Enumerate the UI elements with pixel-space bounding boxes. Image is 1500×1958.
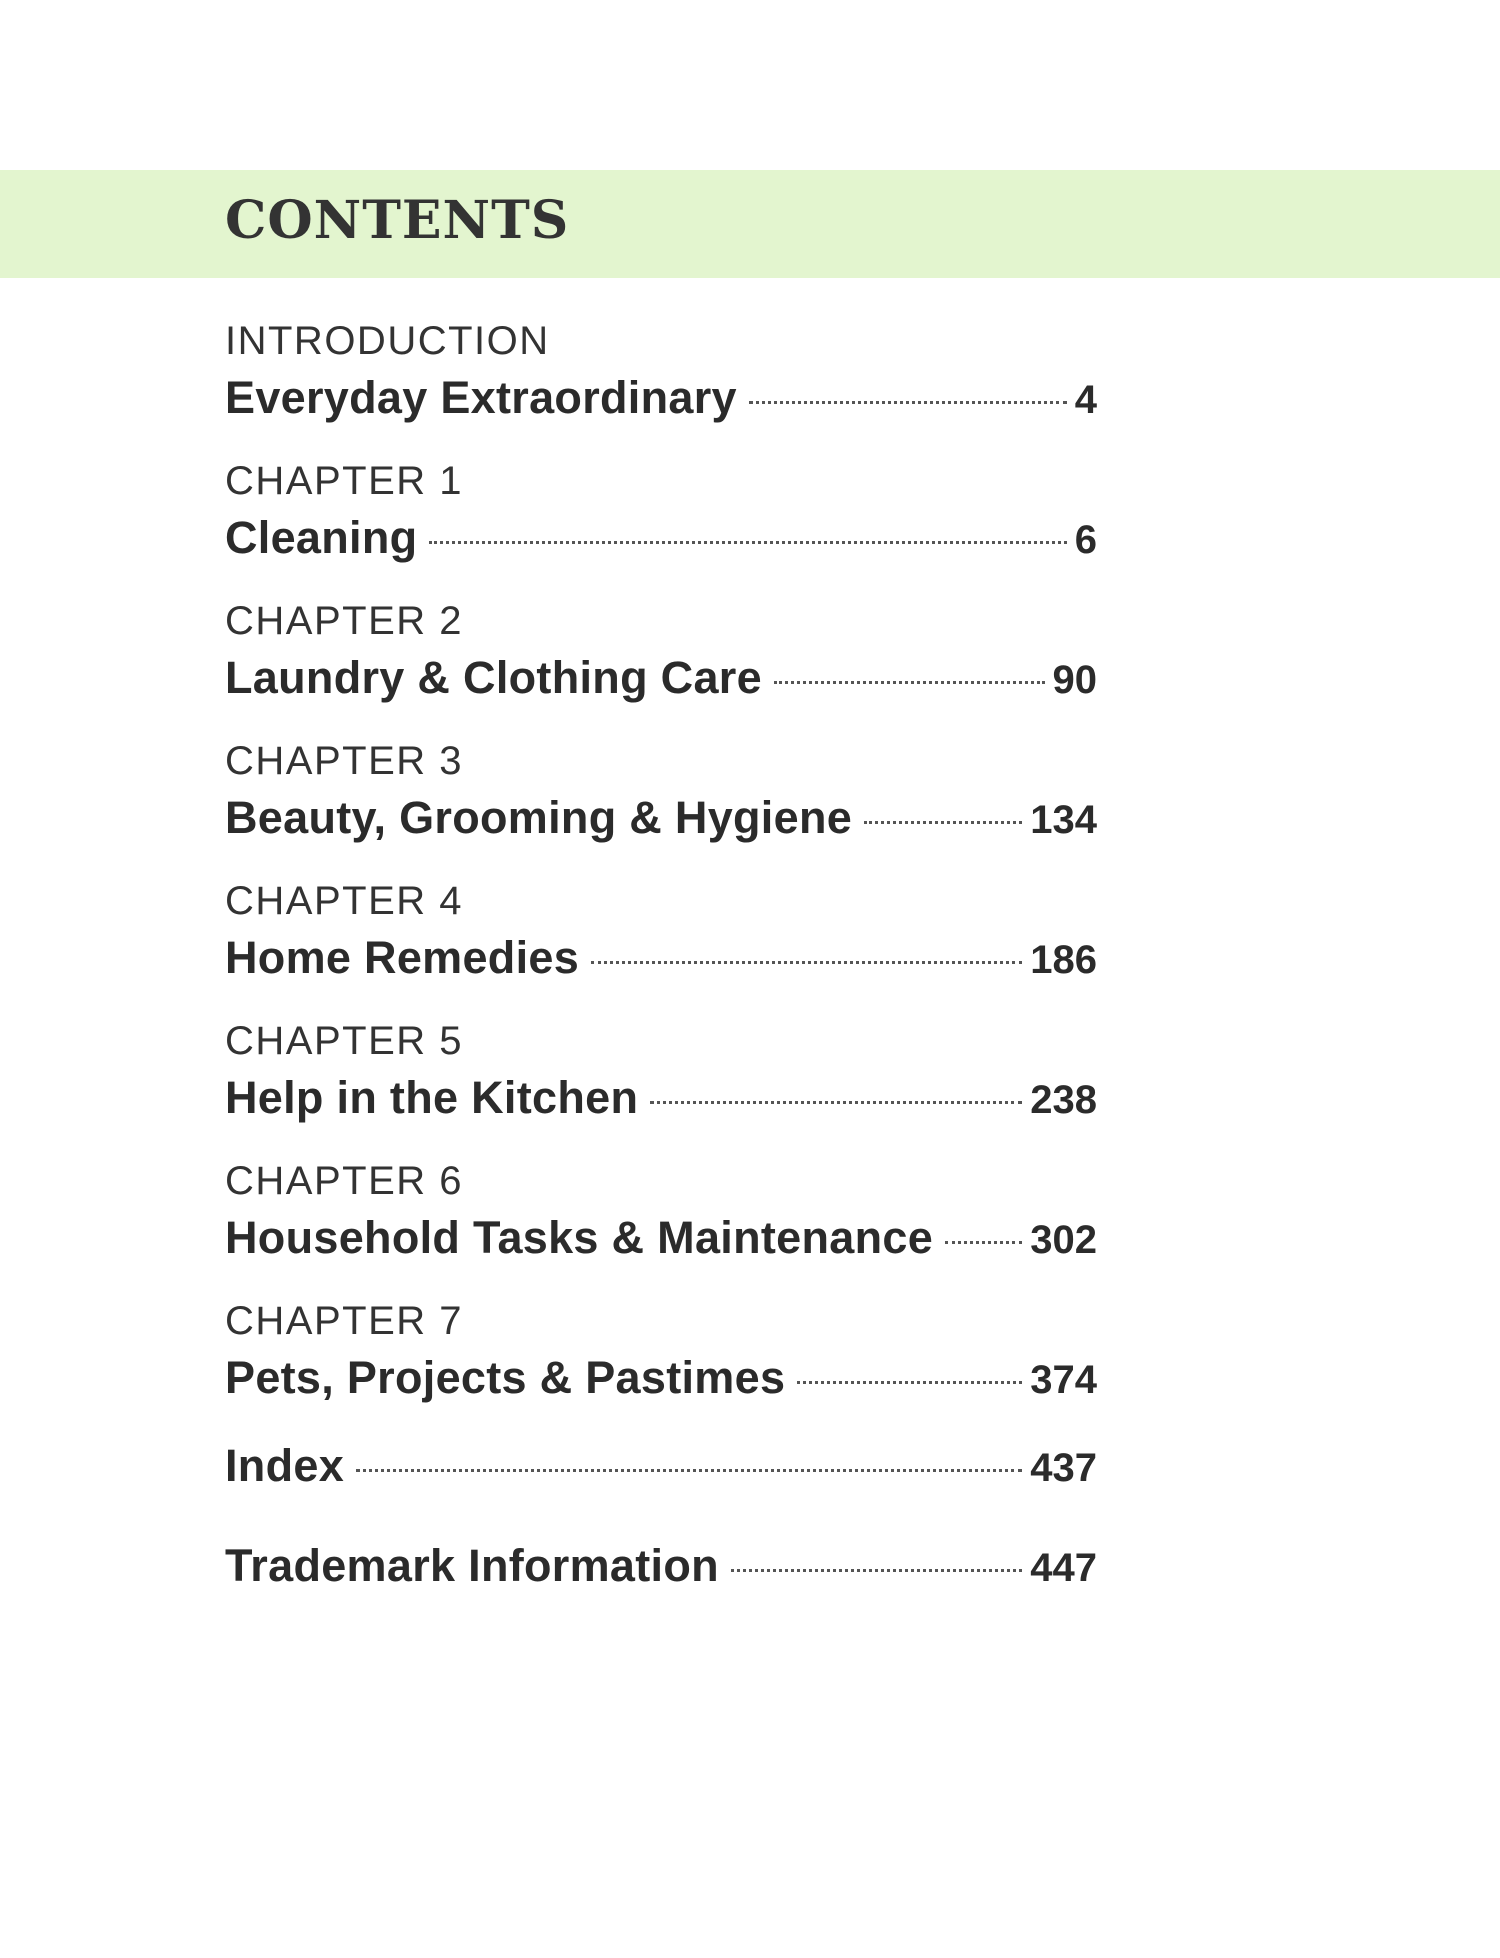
- toc-entry-page-number: 186: [1030, 938, 1097, 982]
- toc-entry-row: [225, 507, 1097, 569]
- toc-entry-chapter-6[interactable]: [225, 1155, 1097, 1269]
- dot-leader: [749, 401, 1067, 404]
- toc-entry-page-number: 447: [1030, 1546, 1097, 1590]
- dot-leader: [731, 1569, 1022, 1572]
- toc-entry-index[interactable]: [225, 1435, 1097, 1497]
- toc-entry-page-number: 437: [1030, 1446, 1097, 1490]
- toc-entry-title: Household Tasks & Maintenance: [225, 1212, 934, 1263]
- dot-leader: [591, 961, 1022, 964]
- dot-leader: [945, 1241, 1022, 1244]
- toc-entry-page-number: 238: [1030, 1078, 1097, 1122]
- toc-entry-title: Trademark Information: [225, 1540, 719, 1591]
- dot-leader: [356, 1469, 1022, 1472]
- toc-entry-title: Home Remedies: [225, 932, 580, 983]
- toc-entry-label: CHAPTER 3: [225, 739, 463, 783]
- toc-entry-chapter-2[interactable]: [225, 595, 1097, 709]
- toc-entry-title: Everyday Extraordinary: [225, 372, 737, 423]
- toc-entry-row: [225, 1347, 1097, 1409]
- toc-entry-trademark-information[interactable]: [225, 1535, 1097, 1597]
- toc-entry-label: CHAPTER 7: [225, 1299, 463, 1343]
- toc-entry-row: [225, 1067, 1097, 1129]
- toc-entry-row: [225, 647, 1097, 709]
- toc-entry-row: [225, 367, 1097, 429]
- dot-leader: [864, 821, 1022, 824]
- toc-entry-row: [225, 1207, 1097, 1269]
- toc-entry-title: Help in the Kitchen: [225, 1072, 639, 1123]
- toc-entry-title: Pets, Projects & Pastimes: [225, 1352, 786, 1403]
- toc-entry-label: CHAPTER 4: [225, 879, 463, 923]
- toc-entry-title: Laundry & Clothing Care: [225, 652, 762, 703]
- toc-entry-label: CHAPTER 2: [225, 599, 463, 643]
- toc-entry-page-number: 4: [1074, 378, 1097, 422]
- toc-entry-page-number: 6: [1074, 518, 1097, 562]
- table-of-contents: [225, 315, 1097, 1597]
- toc-entry-title: Cleaning: [225, 512, 418, 563]
- dot-leader: [774, 681, 1045, 684]
- toc-entry-label: CHAPTER 5: [225, 1019, 463, 1063]
- toc-entry-title: Beauty, Grooming & Hygiene: [225, 792, 853, 843]
- toc-entry-row: [225, 1435, 1097, 1497]
- page-title: CONTENTS: [225, 190, 570, 251]
- toc-entry-label: CHAPTER 6: [225, 1159, 463, 1203]
- toc-entry-chapter-4[interactable]: [225, 875, 1097, 989]
- toc-entry-row: [225, 787, 1097, 849]
- toc-entry-chapter-3[interactable]: [225, 735, 1097, 849]
- toc-entry-page-number: 302: [1030, 1218, 1097, 1262]
- dot-leader: [797, 1381, 1022, 1384]
- toc-entry-label: INTRODUCTION: [225, 319, 550, 363]
- toc-entry-introduction[interactable]: [225, 315, 1097, 429]
- toc-entry-title: Index: [225, 1440, 345, 1491]
- toc-entry-page-number: 374: [1030, 1358, 1097, 1402]
- toc-entry-label: CHAPTER 1: [225, 459, 463, 503]
- toc-entry-chapter-1[interactable]: [225, 455, 1097, 569]
- dot-leader: [650, 1101, 1022, 1104]
- toc-entry-chapter-7[interactable]: [225, 1295, 1097, 1409]
- toc-entry-chapter-5[interactable]: [225, 1015, 1097, 1129]
- toc-entry-row: [225, 1535, 1097, 1597]
- dot-leader: [429, 541, 1066, 544]
- toc-entry-page-number: 134: [1030, 798, 1097, 842]
- toc-entry-page-number: 90: [1052, 658, 1097, 702]
- toc-entry-row: [225, 927, 1097, 989]
